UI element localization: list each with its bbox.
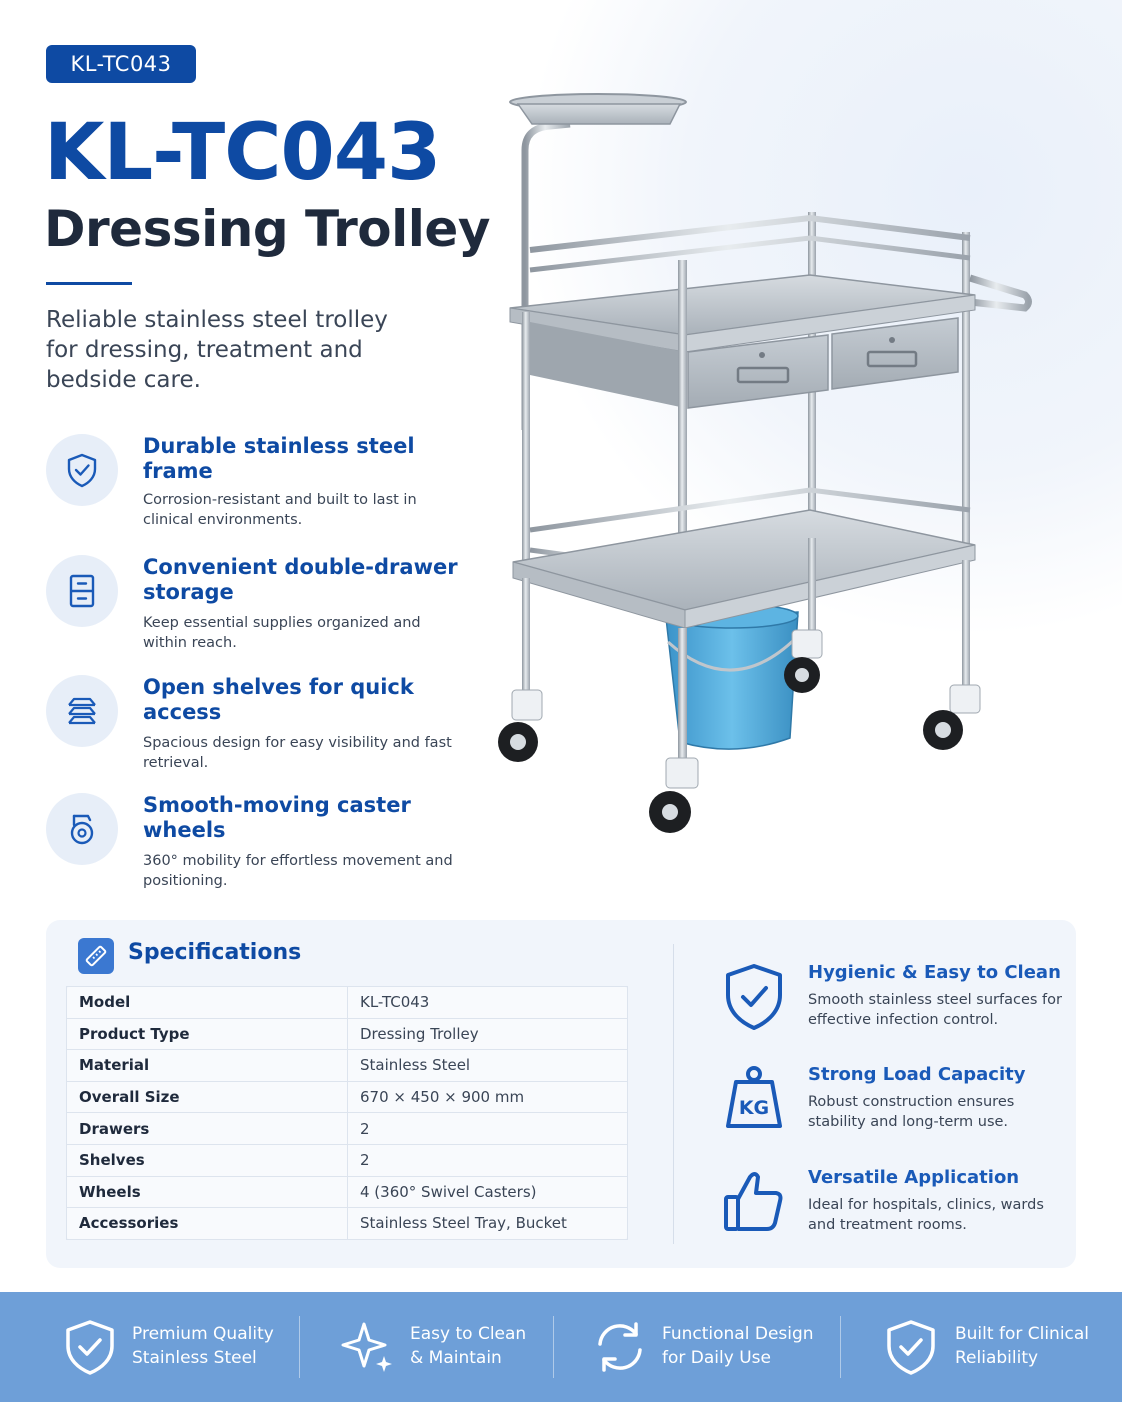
trolley-product-image bbox=[480, 90, 1060, 850]
caster-wheel bbox=[649, 758, 698, 833]
footer-text: Functional Design for Daily Use bbox=[662, 1324, 814, 1368]
sparkle-icon bbox=[340, 1318, 396, 1376]
footer-text: Premium Quality Stainless Steel bbox=[132, 1324, 274, 1368]
benefit-title: Versatile Application bbox=[808, 1167, 1020, 1188]
table-row bbox=[67, 1018, 628, 1050]
caster-wheel-icon bbox=[64, 811, 100, 847]
caster-wheel bbox=[498, 690, 542, 762]
feature-title: Durable stainless steel frame bbox=[143, 434, 415, 483]
spec-value: Stainless Steel Tray, Bucket bbox=[360, 1214, 567, 1233]
spec-value: 670 × 450 × 900 mm bbox=[348, 1081, 628, 1113]
feature-caster-wheels bbox=[46, 793, 466, 913]
spec-label: Wheels bbox=[67, 1176, 348, 1208]
model-badge: KL-TC043 bbox=[46, 45, 196, 83]
table-row bbox=[67, 1113, 628, 1145]
spec-value: Stainless Steel bbox=[348, 1050, 628, 1082]
benefit-desc: Ideal for hospitals, clinics, wards and treatment rooms. bbox=[808, 1197, 1044, 1233]
footer-divider bbox=[553, 1316, 554, 1378]
spec-label: Overall Size bbox=[67, 1081, 348, 1113]
refresh-icon bbox=[592, 1318, 648, 1376]
feature-icon-circle bbox=[46, 675, 118, 747]
feature-icon-circle bbox=[46, 793, 118, 865]
feature-icon-circle bbox=[46, 434, 118, 506]
table-row bbox=[67, 987, 628, 1019]
card-divider bbox=[673, 944, 674, 1244]
specifications-table bbox=[66, 986, 628, 1240]
footer-divider bbox=[840, 1316, 841, 1378]
specifications-title: Specifications bbox=[128, 940, 302, 965]
tray-pole bbox=[525, 124, 570, 430]
feature-open-shelves bbox=[46, 675, 466, 795]
table-row bbox=[67, 1050, 628, 1082]
weight-kg-icon bbox=[722, 1064, 786, 1134]
shield-check-icon bbox=[883, 1318, 939, 1376]
table-row bbox=[67, 1176, 628, 1208]
weight-icon-label: KG bbox=[738, 1097, 770, 1119]
page-subtitle: Dressing Trolley bbox=[44, 200, 490, 258]
feature-icon-circle bbox=[46, 555, 118, 627]
benefit-hygienic bbox=[722, 962, 1062, 1052]
feature-desc: Keep essential supplies organized and within reach. bbox=[143, 615, 421, 651]
caster-wheel bbox=[923, 685, 980, 750]
table-row bbox=[67, 1208, 628, 1240]
steel-tray bbox=[510, 94, 686, 124]
page-title: KL-TC043 bbox=[44, 108, 441, 198]
drawer-icon bbox=[64, 573, 100, 609]
benefit-title: Strong Load Capacity bbox=[808, 1064, 1026, 1085]
feature-desc: Corrosion-resistant and built to last in clinical environments. bbox=[143, 492, 417, 528]
feature-title: Open shelves for quick access bbox=[143, 675, 414, 724]
spec-label: Shelves bbox=[67, 1144, 348, 1176]
feature-title: Convenient double-drawer storage bbox=[143, 555, 458, 604]
spec-label: Product Type bbox=[67, 1018, 348, 1050]
intro-text: Reliable stainless steel trolley for dressing, treatment and bedside care. bbox=[46, 307, 388, 393]
spec-label: Drawers bbox=[67, 1113, 348, 1145]
spec-value: 2 bbox=[348, 1113, 628, 1145]
benefit-versatile bbox=[722, 1167, 1062, 1257]
spec-value: 4 (360° Swivel Casters) bbox=[348, 1176, 628, 1208]
spec-label: Material bbox=[67, 1050, 348, 1082]
benefit-load-capacity bbox=[722, 1064, 1062, 1154]
table-row bbox=[67, 1081, 628, 1113]
benefit-desc: Smooth stainless steel surfaces for effective infection control. bbox=[808, 992, 1062, 1028]
thumbs-up-icon bbox=[722, 1167, 786, 1237]
footer-divider bbox=[299, 1316, 300, 1378]
footer-text: Easy to Clean & Maintain bbox=[410, 1324, 527, 1368]
shield-check-icon bbox=[62, 1318, 118, 1376]
shield-check-icon bbox=[722, 962, 786, 1032]
title-divider bbox=[46, 282, 132, 285]
spec-label: Accessories bbox=[67, 1208, 348, 1240]
feature-title: Smooth-moving caster wheels bbox=[143, 793, 411, 842]
spec-value: Dressing Trolley bbox=[348, 1018, 628, 1050]
feature-durable-frame bbox=[46, 434, 466, 554]
spec-label: Model bbox=[67, 987, 348, 1019]
benefit-title: Hygienic & Easy to Clean bbox=[808, 962, 1061, 983]
footer-text: Built for Clinical Reliability bbox=[955, 1324, 1090, 1368]
shelves-icon bbox=[64, 693, 100, 729]
spec-value: KL-TC043 bbox=[348, 987, 628, 1019]
specifications-card bbox=[46, 920, 1076, 1268]
benefit-desc: Robust construction ensures stability and long-term use. bbox=[808, 1094, 1015, 1130]
spec-value: 2 bbox=[348, 1144, 628, 1176]
ruler-icon bbox=[78, 938, 114, 974]
footer-bar bbox=[0, 1292, 1122, 1402]
feature-drawer-storage bbox=[46, 555, 466, 675]
table-row bbox=[67, 1144, 628, 1176]
push-handle bbox=[970, 278, 1029, 308]
feature-desc: Spacious design for easy visibility and fast retrieval. bbox=[143, 735, 452, 771]
shield-check-icon bbox=[64, 452, 100, 488]
feature-desc: 360° mobility for effortless movement and positioning. bbox=[143, 853, 453, 889]
